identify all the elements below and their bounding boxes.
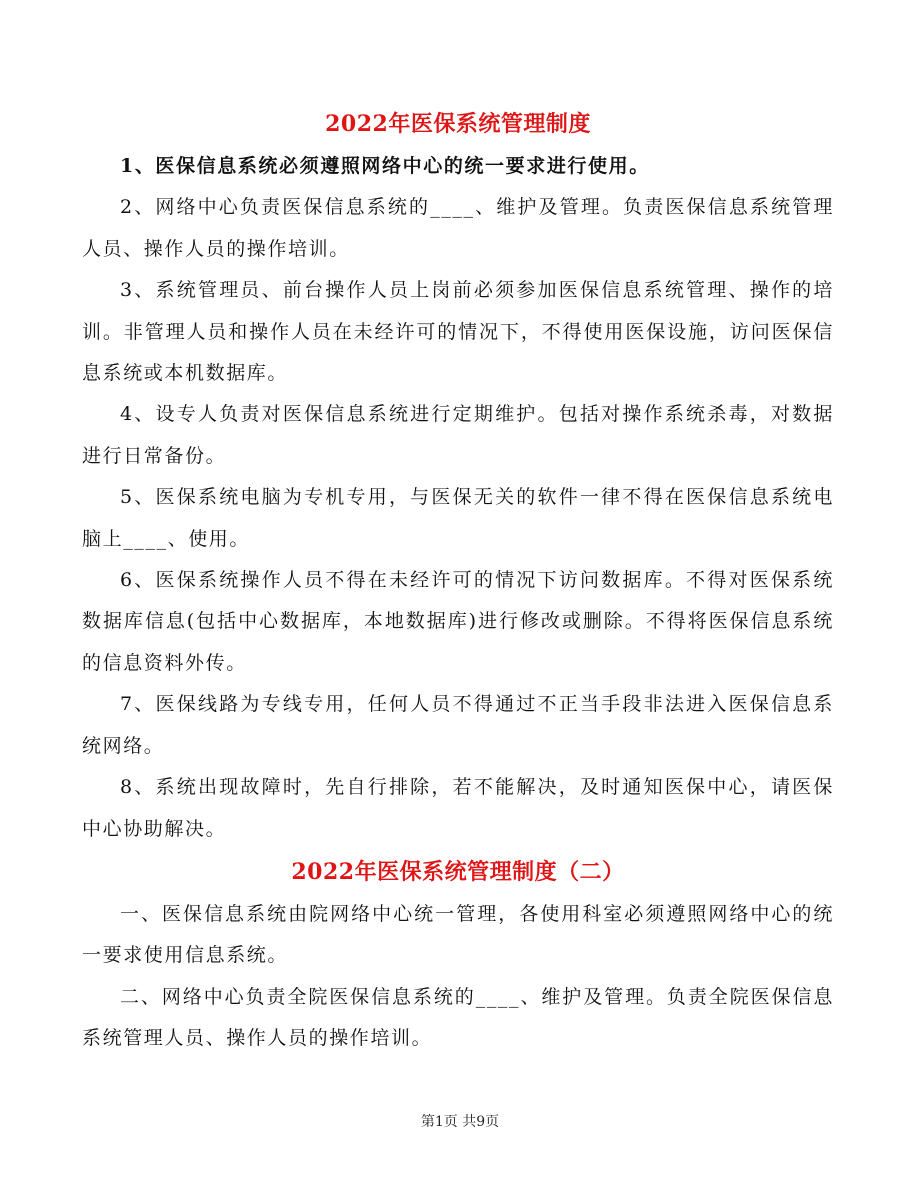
section2-paragraph-1: 一、医保信息系统由院网络中心统一管理，各使用科室必须遵照网络中心的统一要求使用信息系统。 — [82, 902, 834, 967]
section1-title: 2022年医保系统管理制度 — [325, 111, 591, 137]
section1-paragraph-8: 8、系统出现故障时，先自行排除，若不能解决，及时通知医保中心，请医保中心协助解决。 — [82, 776, 834, 840]
section1-paragraph-2: 2、网络中心负责医保信息系统的____、维护及管理。负责医保信息系统管理人员、操作人员的操作培训。 — [82, 196, 834, 260]
page-number-footer: 第1页 共9页 — [420, 1114, 500, 1130]
section1-paragraph-5: 5、医保系统电脑为专机专用，与医保无关的软件一律不得在医保信息系统电脑上____、使用。 — [82, 486, 834, 550]
section2-title: 2022年医保系统管理制度（二） — [291, 858, 625, 885]
section1-paragraph-3: 3、系统管理员、前台操作人员上岗前必须参加医保信息系统管理、操作的培训。非管理人员和操作人员在未经许可的情况下，不得使用医保设施，访问医保信息系统或本机数据库。 — [82, 279, 834, 385]
section1-paragraph-4: 4、设专人负责对医保信息系统进行定期维护。包括对操作系统杀毒，对数据进行日常备份。 — [82, 403, 834, 467]
document-body — [82, 102, 834, 1060]
section1-paragraph-1: 1、医保信息系统必须遵照网络中心的统一要求进行使用。 — [120, 155, 650, 177]
section2-paragraph-2: 二、网络中心负责全院医保信息系统的____、维护及管理。负责全院医保信息系统管理人员、操作人员的操作培训。 — [82, 985, 834, 1050]
section1-paragraph-6: 6、医保系统操作人员不得在未经许可的情况下访问数据库。不得对医保系统数据库信息(包括中心数据库，本地数据库)进行修改或删除。不得将医保信息系统的信息资料外传。 — [82, 569, 834, 674]
section1-paragraph-7: 7、医保线路为专线专用，任何人员不得通过不正当手段非法进入医保信息系统网络。 — [82, 693, 834, 757]
